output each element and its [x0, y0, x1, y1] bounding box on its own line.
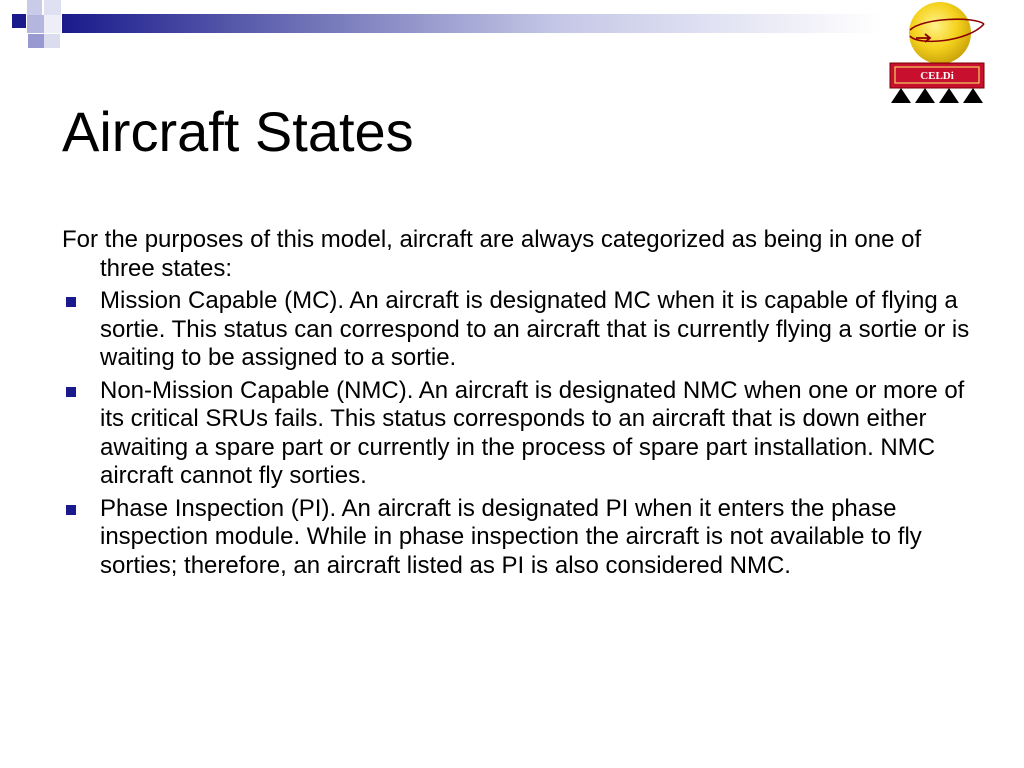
square-bullet-icon: [66, 387, 76, 397]
slide-title: Aircraft States: [62, 100, 414, 163]
decor-square: [27, 0, 42, 15]
slide-body: [62, 226, 972, 584]
bullet-text: Phase Inspection (PI). An aircraft is designated PI when it enters the phase inspection module. While in phase inspection the aircraft is not available to fly sorties; therefore, an aircraft listed as PI is also considered NMC.: [100, 494, 922, 579]
decor-square: [27, 15, 44, 33]
square-bullet-icon: [66, 505, 76, 515]
bullet-item-nmc: [62, 377, 972, 491]
decor-square: [12, 14, 26, 28]
celdi-globe-logo-icon: [882, 0, 992, 108]
decor-square: [44, 0, 61, 15]
intro-paragraph: For the purposes of this model, aircraft are always categorized as being in one of three states:: [62, 226, 922, 282]
header-gradient-bar: [62, 14, 882, 33]
decor-square: [28, 34, 44, 48]
bullet-text: Non-Mission Capable (NMC). An aircraft is designated NMC when one or more of its critical SRUs fails. This status corresponds to an aircraft that is down either awaiting a spare part or currently in the process of spare part installation. NMC aircraft cannot fly sorties.: [100, 376, 965, 489]
decor-square: [44, 34, 60, 48]
bullet-item-pi: [62, 495, 972, 581]
bullet-list: [62, 287, 972, 580]
logo-text: CELDi: [920, 70, 954, 82]
square-bullet-icon: [66, 297, 76, 307]
decor-square: [44, 15, 61, 33]
bullet-item-mc: [62, 287, 972, 373]
bullet-text: Mission Capable (MC). An aircraft is designated MC when it is capable of flying a sortie. This status can correspond to an aircraft that is currently flying a sortie or is waiting to be assigned to a sortie.: [100, 287, 970, 371]
celdi-logo: [882, 0, 992, 108]
